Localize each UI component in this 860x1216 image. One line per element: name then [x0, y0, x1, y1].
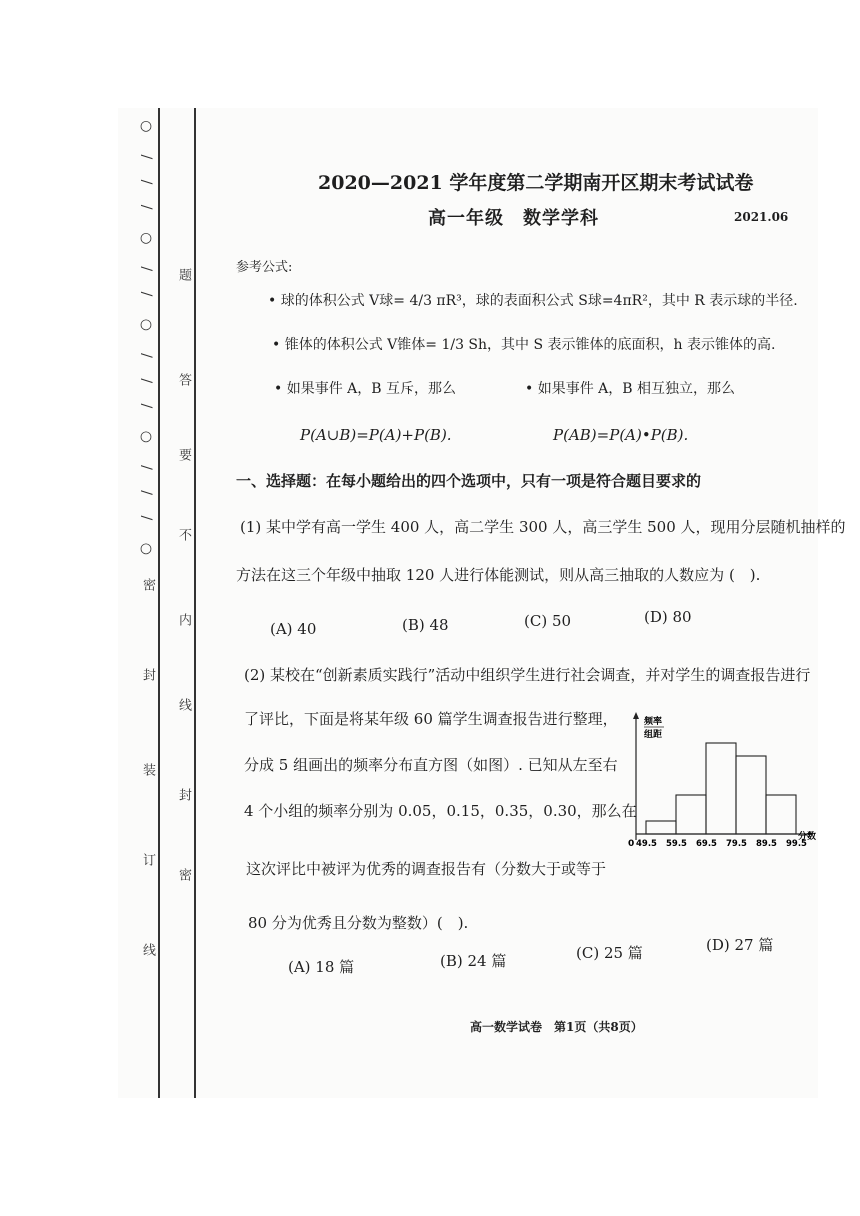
q2-line-4: 4 个小组的频率分别为 0.05，0.15，0.35，0.30，那么在 — [244, 802, 637, 820]
q2-option-a: (A) 18 篇 — [288, 958, 355, 976]
margin-char-4: 不 — [176, 528, 191, 541]
q1-line-2: 方法在这三个年级中抽取 120 人进行体能测试，则从高三抽取的人数应为 ( ). — [236, 566, 761, 584]
q1-option-a: (A) 40 — [270, 620, 317, 638]
binding-strip — [118, 108, 216, 1098]
margin-char-5: 内 — [176, 613, 191, 626]
x-tick-label: 69.5 — [696, 839, 717, 849]
margin-char-3: 要 — [176, 448, 191, 461]
q1-option-d: (D) 80 — [644, 608, 692, 626]
histogram-bar — [766, 795, 796, 834]
q1-line-1: (1) 某中学有高一学生 400 人，高二学生 300 人，高三学生 500 人，现用分层随机抽样的 — [240, 518, 846, 536]
formula-heading: 参考公式: — [236, 260, 293, 275]
binding-line-outer — [158, 108, 160, 1098]
q2-line-1: (2) 某校在“创新素质实践行”活动中组织学生进行社会调查，并对学生的调查报告进行 — [244, 666, 811, 684]
formula-exclusive-eq: P(A∪B)=P(A)+P(B). — [300, 426, 452, 444]
x-tick-label: 49.5 — [636, 839, 657, 849]
x-tick-label: 59.5 — [666, 839, 687, 849]
q2-option-c: (C) 25 篇 — [576, 944, 643, 962]
formula-independent: • 如果事件 A，B 相互独立，那么 — [525, 381, 736, 397]
binding-pattern: ○ / / / ○ / / ○ / / / ○ / / / ○ — [138, 118, 154, 565]
x-tick-label: 89.5 — [756, 839, 777, 849]
q2-line-5: 这次评比中被评为优秀的调查报告有（分数大于或等于 — [246, 860, 607, 878]
q1-option-b: (B) 48 — [402, 616, 449, 634]
formula-exclusive: • 如果事件 A，B 互斥，那么 — [274, 381, 457, 397]
formula-independent-eq: P(AB)=P(A)•P(B). — [553, 426, 689, 444]
binding-line-inner — [194, 108, 196, 1098]
margin-char-1: 题 — [176, 268, 191, 281]
margin-char-6: 线 — [176, 698, 191, 711]
histogram-bar — [736, 756, 766, 834]
x-tick-label: 79.5 — [726, 839, 747, 849]
q2-line-3: 分成 5 组画出的频率分布直方图（如图）. 已知从左至右 — [244, 756, 618, 774]
q1-option-c: (C) 50 — [524, 612, 572, 630]
exam-subtitle: 高一年级 数学学科 — [428, 208, 599, 229]
histogram-bar — [676, 795, 706, 834]
origin-label: 0 — [628, 839, 635, 849]
q2-option-b: (B) 24 篇 — [440, 952, 507, 970]
cut-line-char-1: 密 — [140, 578, 155, 591]
margin-char-7: 封 — [176, 788, 191, 801]
y-axis-label-bottom: 组距 — [644, 730, 663, 740]
q2-option-d: (D) 27 篇 — [706, 936, 774, 954]
formula-cone: • 锥体的体积公式 V锥体= 1/3 Sh，其中 S 表示锥体的底面积，h 表示锥体的高. — [272, 337, 776, 353]
x-axis-label: 分数 — [798, 832, 817, 842]
exam-date: 2021.06 — [734, 210, 789, 224]
y-axis-label-top: 频率 — [644, 717, 663, 727]
y-axis-arrow — [633, 712, 639, 719]
cut-line-char-4: 订 — [140, 853, 155, 866]
cut-line-char-3: 装 — [140, 763, 155, 776]
page-footer: 高一数学试卷 第1页（共8页） — [470, 1020, 643, 1034]
section-heading: 一、选择题：在每小题给出的四个选项中，只有一项是符合题目要求的 — [236, 472, 702, 490]
margin-char-8: 密 — [176, 868, 191, 881]
formula-sphere: • 球的体积公式 V球= 4/3 πR³，球的表面积公式 S球=4πR²，其中 R 表示球的半径. — [268, 293, 798, 309]
histogram-bar — [706, 743, 736, 834]
frequency-histogram — [622, 708, 822, 856]
q2-line-2: 了评比，下面是将某年级 60 篇学生调查报告进行整理， — [244, 710, 618, 728]
exam-title: 2020—2021 学年度第二学期南开区期末考试试卷 — [318, 172, 754, 194]
histogram-bar — [646, 821, 676, 834]
cut-line-char-2: 封 — [140, 668, 155, 681]
x-tick-label: 99.5 — [786, 839, 807, 849]
cut-line-char-5: 线 — [140, 943, 155, 956]
q2-line-6: 80 分为优秀且分数为整数）( ). — [248, 914, 469, 932]
margin-char-2: 答 — [176, 373, 191, 386]
